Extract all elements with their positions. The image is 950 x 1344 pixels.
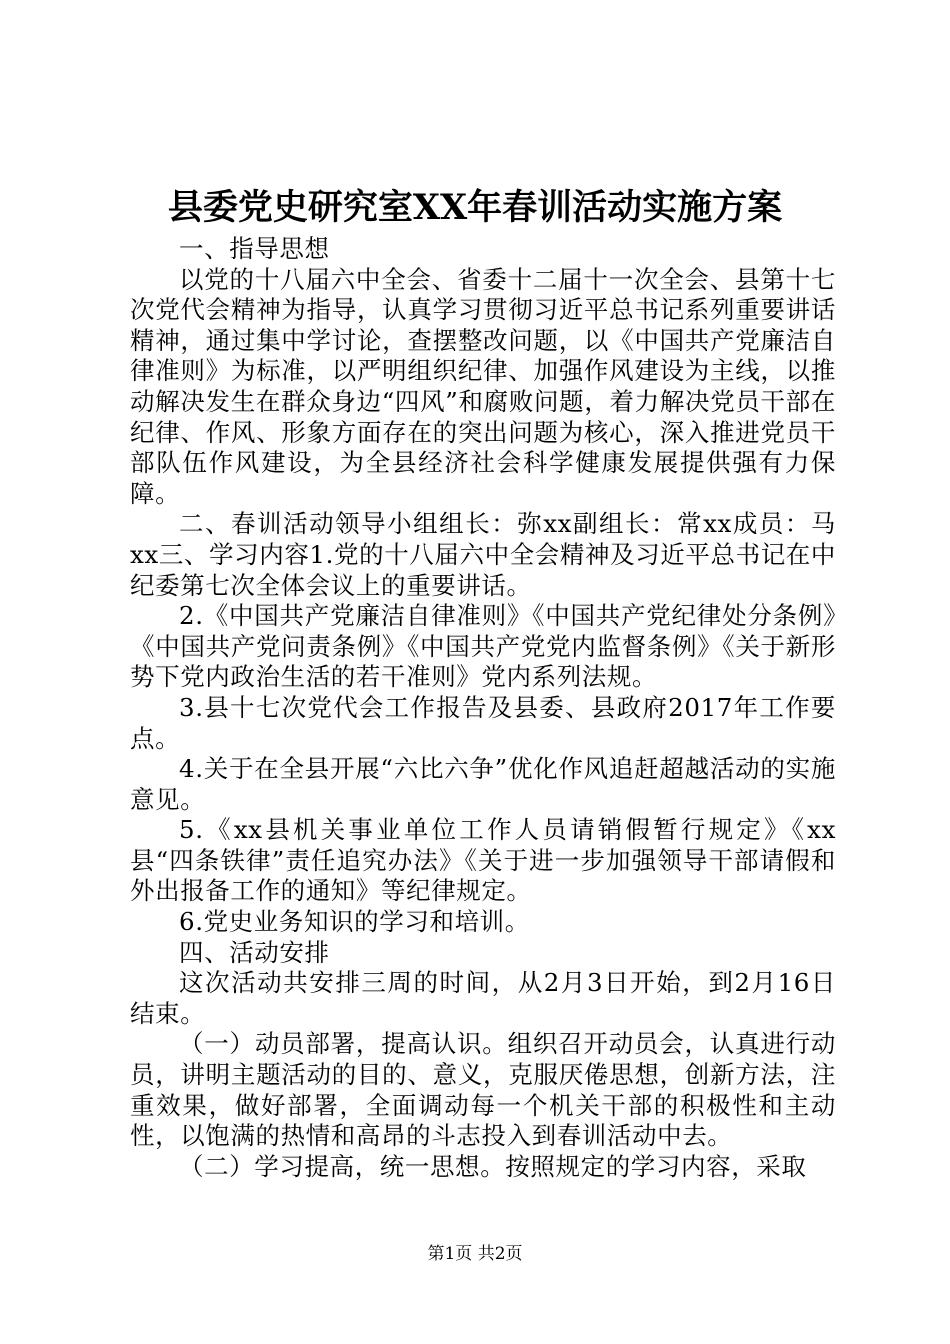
document-title: 县委党史研究室XX年春训活动实施方案 [167,187,783,228]
page-footer: 第1页 共2页 [427,1244,523,1264]
paragraph-study-item-2: 2.《中国共产党廉洁自律准则》《中国共产党纪律处分条例》《中国共产党问责条例》《中国共产党党内监督条例》《关于新形势下党内政治生活的若干准则》党内系列法规。 [130,601,836,692]
paragraph-study-improvement: （二）学习提高，统一思想。按照规定的学习内容，采取 [179,1151,807,1181]
paragraph-schedule: 这次活动共安排三周的时间，从2月3日开始，到2月16日结束。 [130,968,836,1028]
paragraph-study-item-4: 4.关于在全县开展“六比六争”优化作风追赶超越活动的实施意见。 [130,754,836,814]
section-heading-guiding-thought: 一、指导思想 [179,234,330,263]
paragraph-study-item-6: 6.党史业务知识的学习和培训。 [179,907,530,937]
paragraph-study-item-3: 3.县十七次党代会工作报告及县委、县政府2017年工作要点。 [130,692,836,753]
paragraph-leadership-and-study-content: 二、春训活动领导小组组长：弥xx副组长：常xx成员：马xx三、学习内容1.党的十八届六中全会精神及习近平总书记在中纪委第七次全体会议上的重要讲话。 [130,509,837,600]
paragraph-study-item-5: 5.《xx县机关事业单位工作人员请销假暂行规定》《xx县“四条铁律”责任追究办法》《关于进一步加强领导干部请假和外出报备工作的通知》等纪律规定。 [130,815,836,906]
paragraph-guiding-thought: 以党的十八届六中全会、省委十二届十一次全会、县第十七次党代会精神为指导，认真学习贯彻习近平总书记系列重要讲话精神，通过集中学讨论，查摆整改问题，以《中国共产党廉洁自律准则》为标准，以严明组织纪律、加强作风建设为主线，以推动解决发生在群众身边“四风”和腐败问题，着力解决党员干部在纪律、作风、形象方面存在的突出问题为核心，深入推进党员干部队伍作风建设，为全县经济社会科学健康发展提供强有力保障。 [130,264,836,508]
document-body [130,234,836,1182]
section-heading-activity-arrangement: 四、活动安排 [179,937,330,967]
paragraph-mobilization: （一）动员部署，提高认识。组织召开动员会，认真进行动员，讲明主题活动的目的、意义，克服厌倦思想，创新方法，注重效果，做好部署，全面调动每一个机关干部的积极性和主动性，以饱满的热情和高昂的斗志投入到春训活动中去。 [130,1029,836,1151]
